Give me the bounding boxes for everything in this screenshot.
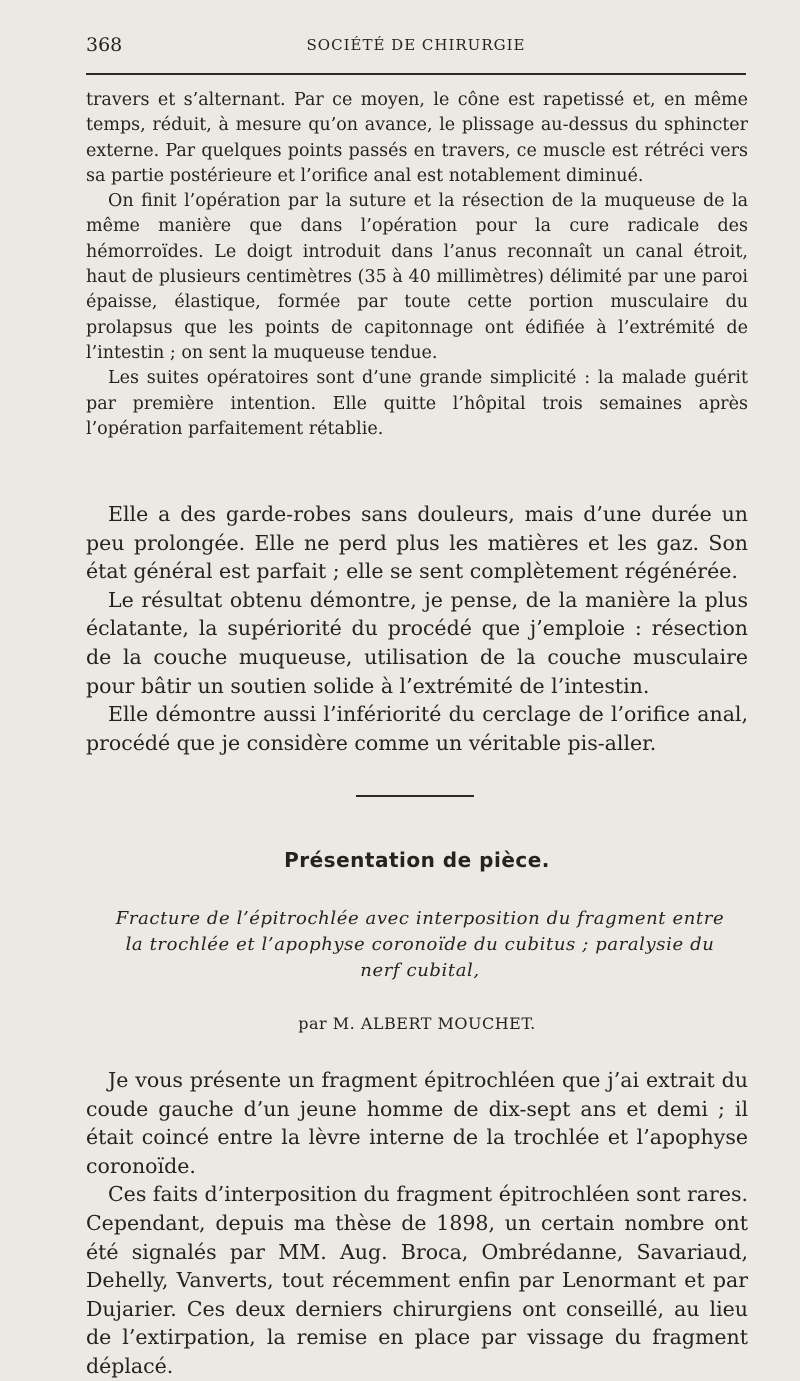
section-separator — [356, 795, 474, 797]
paragraph: Elle démontre aussi l’infériorité du cerclage de l’orifice anal, procédé que je considère comme un véritable pis-aller. — [86, 702, 748, 755]
section-subtitle: Fracture de l’épitrochlée avec interposition du fragment entre la trochlée et l’apophyse coronoïde du cubitus ; paralysie du nerf cubital, — [115, 908, 725, 981]
page-header — [86, 34, 746, 60]
middle-text-block — [86, 500, 748, 757]
paragraph: On finit l’opération par la suture et la résection de la muqueuse de la même manière que dans l’opération pour la cure radicale des hémorroïdes. Le doigt introduit dans l’anus reconnaît un canal étroit, haut de plusieurs centimètres (35 à 40 millimètres) délimité par une paroi épaisse, élastique, formée par toute cette portion musculaire du prolapsus que les points de capitonnage ont édifiée à l’extrémité de l’intestin ; on sent la muqueuse tendue. — [86, 191, 748, 363]
paragraph: Ces faits d’interposition du fragment épitrochléen sont rares. Cependant, depuis ma thèse de 1898, un certain nombre ont été signalés par MM. Aug. Broca, Ombrédanne, Savariaud, Dehelly, Vanverts, tout récemment enfin par Lenormant et par Dujarier. Ces deux derniers chirurgiens ont conseillé, au lieu de l’extirpation, la remise en place par vissage du fragment déplacé. — [86, 1182, 748, 1378]
page-number: 368 — [86, 34, 123, 56]
paragraph: travers et s’alternant. Par ce moyen, le cône est rapetissé et, en même temps, réduit, à mesure qu’on avance, le plissage au-dessus du sphincter externe. Par quelques points passés en travers, ce muscle est rétréci vers sa partie postérieure et l’orifice anal est notablement diminué. — [86, 90, 748, 186]
paragraph: Elle a des garde-robes sans douleurs, mais d’une durée un peu prolongée. Elle ne perd plus les matières et les gaz. Son état général est parfait ; elle se sent complètement régénérée. — [86, 502, 748, 584]
paragraph: Les suites opératoires sont d’une grande simplicité : la malade guérit par première intention. Elle quitte l’hôpital trois semaines après l’opération parfaitement rétablie. — [86, 368, 748, 439]
running-title: SOCIÉTÉ DE CHIRURGIE — [306, 36, 526, 54]
top-text-block — [86, 88, 748, 442]
header-rule — [86, 73, 746, 75]
paragraph: Le résultat obtenu démontre, je pense, de la manière la plus éclatante, la supériorité du procédé que j’emploie : résection de la couche muqueuse, utilisation de la couche musculaire pour bâtir un soutien solide à l’extrémité de l’intestin. — [86, 587, 748, 698]
paragraph: Je vous présente un fragment épitrochléen que j’ai extrait du coude gauche d’un jeune homme de dix-sept ans et demi ; il était coincé entre la lèvre interne de la trochlée et l’apophyse coronoïde. — [86, 1068, 748, 1178]
section-title: Présentation de pièce. — [284, 848, 550, 872]
bottom-text-block — [86, 1066, 748, 1381]
author-line: par M. ALBERT MOUCHET. — [298, 1014, 536, 1033]
